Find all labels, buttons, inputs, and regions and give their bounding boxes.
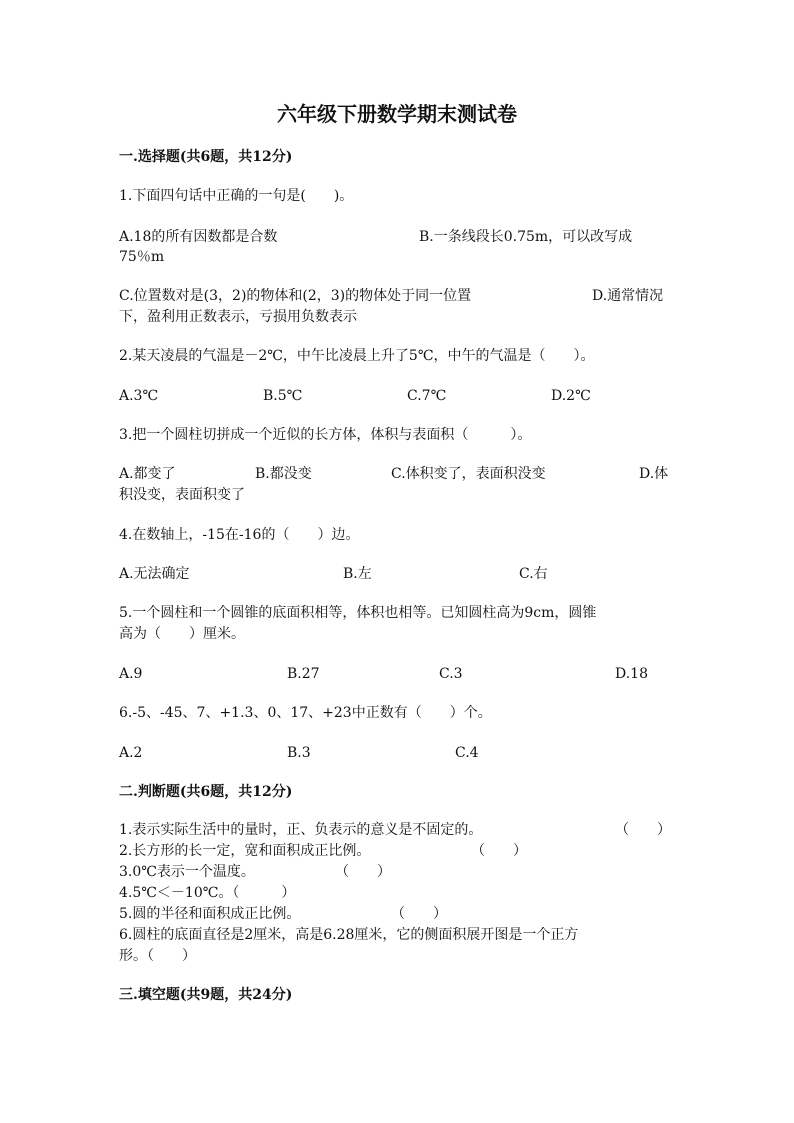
question-3: 3.把一个圆柱切拼成一个近似的长方体，体积与表面积（ ）。: [119, 427, 532, 443]
page-title: 六年级下册数学期末测试卷: [277, 102, 517, 126]
q6-option-c: C.4: [455, 745, 479, 761]
q2-option-d: D.2℃: [551, 388, 591, 404]
judge-item-4: 4.5℃＜－10℃。（ ）: [119, 885, 296, 901]
judge-bracket-2: （ ）: [471, 843, 527, 859]
q3-option-d: D.体: [639, 466, 669, 482]
judge-item-2: 2.长方形的长一定，宽和面积成正比例。: [119, 843, 371, 859]
judge-item-6-cont: 形。（ ）: [119, 948, 196, 964]
q5-option-a: A.9: [119, 666, 143, 682]
judge-item-5: 5.圆的半径和面积成正比例。: [119, 906, 301, 922]
judge-bracket-3: （ ）: [335, 864, 391, 880]
question-2: 2.某天凌晨的气温是－2℃，中午比凌晨上升了5℃，中午的气温是（ ）。: [119, 348, 595, 364]
q1-option-d-cont: 下，盈利用正数表示，亏损用负数表示: [119, 309, 357, 325]
section-heading-judge: 二.判断题(共6题，共12分): [119, 784, 293, 800]
question-5: 5.一个圆柱和一个圆锥的底面积相等，体积也相等。已知圆柱高为9cm，圆锥: [119, 605, 597, 621]
q1-option-c: C.位置数对是(3，2)的物体和(2，3)的物体处于同一位置: [119, 288, 472, 304]
q1-option-a: A.18的所有因数都是合数: [119, 229, 278, 245]
q6-option-b: B.3: [287, 745, 311, 761]
judge-bracket-1: （ ）: [615, 822, 671, 838]
q1-option-b-cont: 75％m: [119, 249, 165, 265]
question-5-cont: 高为（ ）厘米。: [119, 626, 245, 642]
judge-item-6: 6.圆柱的底面直径是2厘米，高是6.28厘米，它的侧面积展开图是一个正方: [119, 927, 579, 943]
q3-option-d-cont: 积没变，表面积变了: [119, 487, 245, 503]
q1-option-b: B.一条线段长0.75m，可以改写成: [419, 229, 633, 245]
q3-option-a: A.都变了: [119, 466, 176, 482]
q2-option-c: C.7℃: [407, 388, 447, 404]
q1-option-d: D.通常情况: [592, 288, 664, 304]
q2-option-b: B.5℃: [263, 388, 303, 404]
judge-bracket-5: （ ）: [391, 906, 447, 922]
judge-item-1: 1.表示实际生活中的量时，正、负表示的意义是不固定的。: [119, 822, 483, 838]
q3-option-c: C.体积变了，表面积没变: [391, 466, 546, 482]
q5-option-b: B.27: [287, 666, 320, 682]
q2-option-a: A.3℃: [119, 388, 159, 404]
section-heading-choice: 一.选择题(共6题，共12分): [119, 149, 293, 165]
question-6: 6.-5、-45、7、+1.3、0、17、+23中正数有（ ）个。: [119, 705, 492, 721]
q4-option-c: C.右: [519, 566, 548, 582]
q5-option-d: D.18: [615, 666, 648, 682]
q3-option-b: B.都没变: [255, 466, 312, 482]
section-heading-fill: 三.填空题(共9题，共24分): [119, 987, 293, 1003]
q6-option-a: A.2: [119, 745, 143, 761]
question-4: 4.在数轴上，-15在-16的（ ）边。: [119, 527, 360, 543]
question-1: 1.下面四句话中正确的一句是( )。: [119, 188, 354, 204]
q4-option-a: A.无法确定: [119, 566, 190, 582]
q5-option-c: C.3: [439, 666, 463, 682]
judge-item-3: 3.0℃表示一个温度。: [119, 864, 255, 880]
q4-option-b: B.左: [343, 566, 372, 582]
